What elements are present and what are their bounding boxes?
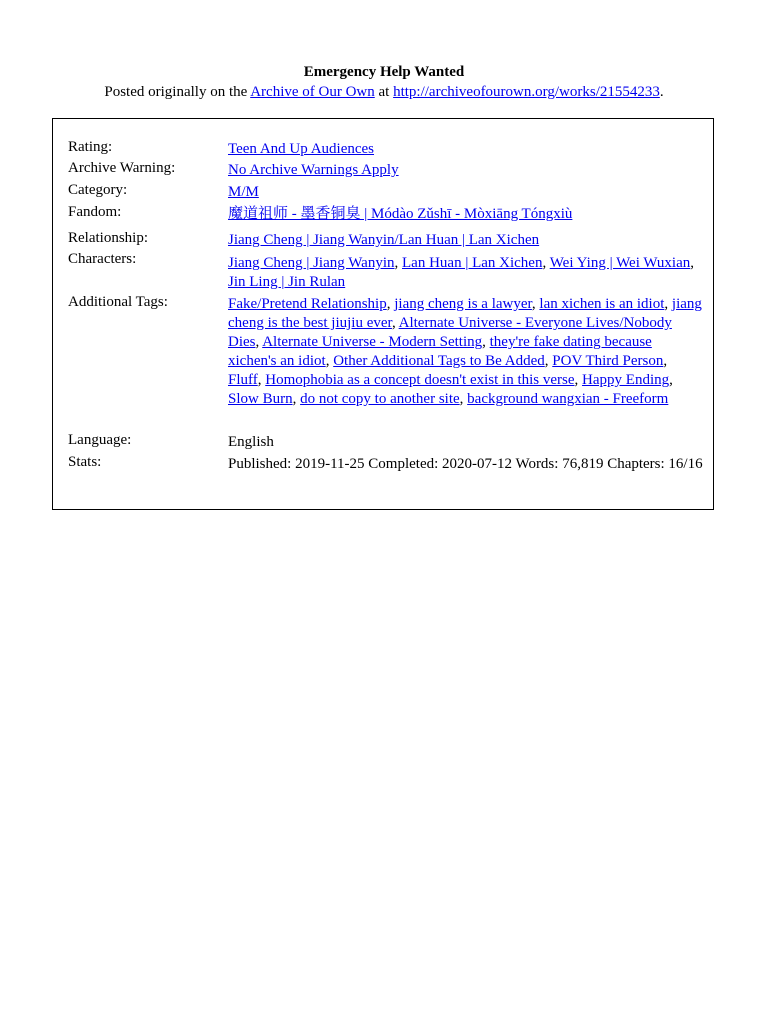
freeform-tag-link[interactable]: Fake/Pretend Relationship	[228, 296, 387, 312]
freeform-tag-link[interactable]: do not copy to another site	[300, 391, 460, 407]
freeform-tag-link[interactable]: Alternate Universe - Modern Setting	[262, 334, 483, 350]
freeform-tag-link[interactable]: POV Third Person	[552, 353, 664, 369]
fandom-label: Fandom:	[68, 204, 122, 220]
stats-label: Stats:	[68, 454, 102, 470]
posted-middle: at	[374, 84, 394, 100]
freeform-tag-link[interactable]: Homophobia as a concept doesn't exist in this verse	[265, 372, 575, 388]
rating-tag-link[interactable]: Teen And Up Audiences	[228, 141, 375, 157]
character-tag-link[interactable]: Wei Ying | Wei Wuxian	[549, 255, 691, 271]
work-meta-box	[52, 118, 714, 510]
characters-label: Characters:	[68, 251, 137, 267]
fandom-tag-link[interactable]: 魔道祖师 - 墨香铜臭 | Módào Zǔshī - Mòxiāng Tóngxiù	[228, 206, 573, 222]
warning-tag-link[interactable]: No Archive Warnings Apply	[228, 162, 399, 178]
relationship-label: Relationship:	[68, 230, 148, 246]
freeform-tag-link[interactable]: jiang cheng is the best jiujiu ever	[228, 296, 702, 331]
relationship-value	[228, 231, 703, 250]
posted-suffix: .	[659, 84, 664, 100]
category-tag-link[interactable]: M/M	[228, 184, 259, 200]
additional-tags-value: Fake/Pretend Relationship, jiang cheng is a lawyer, lan xichen is an idiot, jiang cheng is the best jiujiu ever, Alternate Universe - Everyone Lives/Nobody Dies, Alternate Universe - Modern Setting, they're fake dating because xichen's an idiot, Other Additional Tags to Be Added, POV Third Person, Fluff, Homophobia as a concept doesn't exist in this verse, Happy Ending, Slow Burn, do not copy to another site, background wangxian - Freeform	[228, 296, 702, 407]
fandom-value	[228, 205, 703, 224]
posted-prefix: Posted originally on the	[104, 84, 251, 100]
freeform-tag-link[interactable]: Slow Burn	[228, 391, 293, 407]
character-tag-link[interactable]: Jin Ling | Jin Rulan	[228, 274, 346, 290]
work-url-link[interactable]: http://archiveofourown.org/works/21554233	[393, 84, 660, 100]
freeform-tag-link[interactable]: they're fake dating because xichen's an idiot	[228, 334, 652, 369]
freeform-tag-link[interactable]: Fluff	[228, 372, 258, 388]
freeform-tag-link[interactable]: background wangxian - Freeform	[467, 391, 669, 407]
archive-link[interactable]: Archive of Our Own	[250, 84, 375, 100]
warning-value	[228, 161, 703, 180]
language-value: English	[228, 434, 274, 450]
freeform-tag-link[interactable]: lan xichen is an idiot	[539, 296, 665, 312]
category-value	[228, 183, 703, 202]
freeform-tag-link[interactable]: Other Additional Tags to Be Added	[333, 353, 545, 369]
category-label: Category:	[68, 182, 128, 198]
language-label: Language:	[68, 432, 132, 448]
freeform-tag-link[interactable]: jiang cheng is a lawyer	[394, 296, 532, 312]
work-header	[0, 63, 768, 102]
rating-label: Rating:	[68, 139, 113, 155]
relationship-tag-link[interactable]: Jiang Cheng | Jiang Wanyin/Lan Huan | Lan Xichen	[228, 232, 540, 248]
character-tag-link[interactable]: Lan Huan | Lan Xichen	[402, 255, 543, 271]
work-title: Emergency Help Wanted	[303, 64, 465, 80]
freeform-tag-link[interactable]: Alternate Universe - Everyone Lives/Nobody Dies	[228, 315, 672, 350]
character-tag-link[interactable]: Jiang Cheng | Jiang Wanyin	[228, 255, 395, 271]
warning-label: Archive Warning:	[68, 160, 176, 176]
stats-value: Published: 2019-11-25 Completed: 2020-07-12 Words: 76,819 Chapters: 16/16	[228, 456, 703, 472]
additional-tags-label: Additional Tags:	[68, 294, 168, 310]
rating-value	[228, 140, 703, 159]
posted-line	[0, 83, 768, 102]
freeform-tag-link[interactable]: Happy Ending	[582, 372, 670, 388]
characters-value: Jiang Cheng | Jiang Wanyin, Lan Huan | Lan Xichen, Wei Ying | Wei Wuxian, Jin Ling | Jin Rulan	[228, 255, 694, 290]
